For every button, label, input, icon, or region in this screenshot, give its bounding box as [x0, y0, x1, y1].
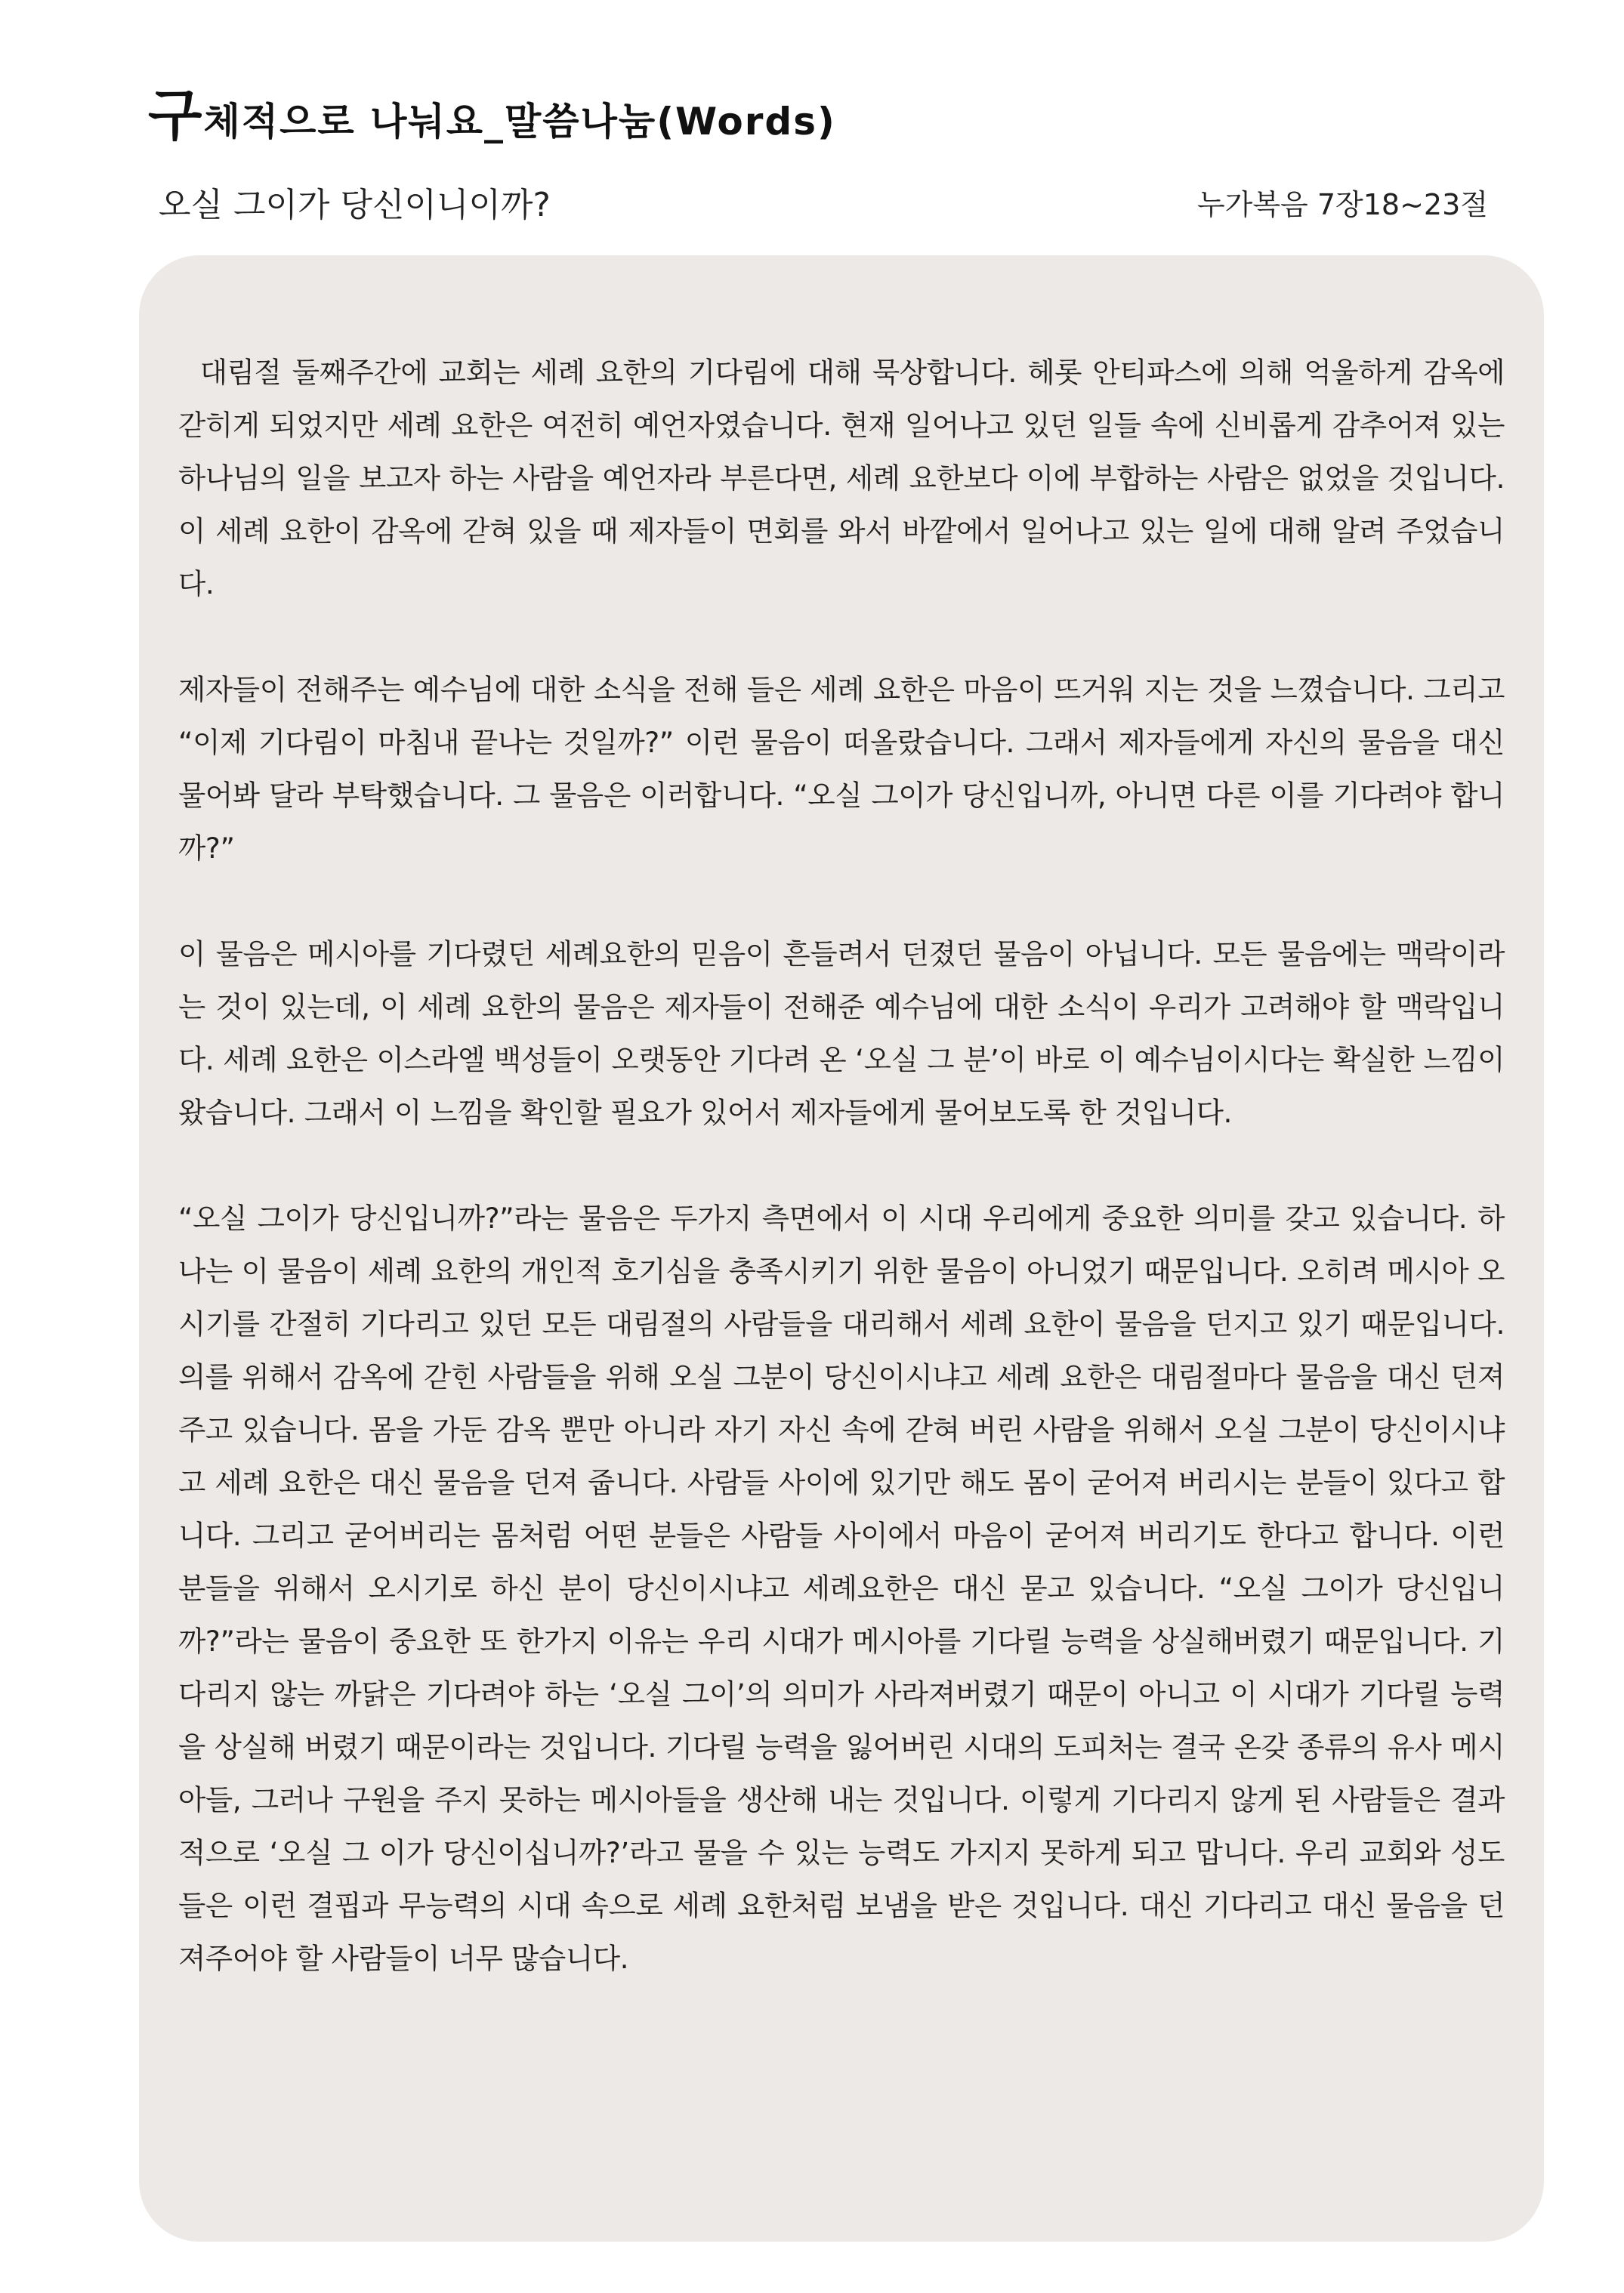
section-title-initial: 구: [148, 83, 204, 148]
sub-header-row: [159, 175, 1488, 228]
scripture-reference: 누가복음 7장18~23절: [1196, 187, 1488, 221]
sermon-title: 오실 그이가 당신이니이까?: [159, 186, 551, 224]
paragraph-3: 이 물음은 메시아를 기다렸던 세례요한의 믿음이 흔들려서 던졌던 물음이 아닙니다. 모든 물음에는 맥락이라는 것이 있는데, 이 세례 요한의 물음은 제자들이 전해준 예수님에 대한 소식이 우리가 고려해야 할 맥락입니다. 세례 요한은 이스라엘 백성들이 오랫동안 기다려 온 ‘오실 그 분’이 바로 이 예수님이시다는 확실한 느낌이 왔습니다. 그래서 이 느낌을 확인할 필요가 있어서 제자들에게 물어보도록 한 것입니다.: [178, 937, 1505, 1129]
paragraph-1: 대림절 둘째주간에 교회는 세례 요한의 기다림에 대해 묵상합니다. 헤롯 안티파스에 의해 억울하게 감옥에 갇히게 되었지만 세례 요한은 여전히 예언자였습니다. 현재 일어나고 있던 일들 속에 신비롭게 감추어져 있는 하나님의 일을 보고자 하는 사람을 예언자라 부른다면, 세례 요한보다 이에 부합하는 사람은 없었을 것입니다. 이 세례 요한이 감옥에 갇혀 있을 때 제자들이 면회를 와서 바깥에서 일어나고 있는 일에 대해 알려 주었습니다.: [178, 356, 1514, 600]
section-title-text: 체적으로 나눠요_말씀나눔(Words): [203, 100, 836, 144]
section-title: [148, 83, 1508, 148]
content-box: [139, 255, 1544, 2242]
paragraph-2: 제자들이 전해주는 예수님에 대한 소식을 전해 들은 세례 요한은 마음이 뜨거워 지는 것을 느꼈습니다. 그리고 “이제 기다림이 마침내 끝나는 것일까?” 이런 물음이 떠올랐습니다. 그래서 제자들에게 자신의 물음을 대신 물어봐 달라 부탁했습니다. 그 물음은 이러합니다. “오실 그이가 당신입니까, 아니면 다른 이를 기다려야 합니까?”: [178, 673, 1505, 865]
paragraph-4: “오실 그이가 당신입니까?”라는 물음은 두가지 측면에서 이 시대 우리에게 중요한 의미를 갖고 있습니다. 하나는 이 물음이 세례 요한의 개인적 호기심을 충족시키기 위한 물음이 아니었기 때문입니다. 오히려 메시아 오시기를 간절히 기다리고 있던 모든 대림절의 사람들을 대리해서 세례 요한이 물음을 던지고 있기 때문입니다. 의를 위해서 감옥에 갇힌 사람들을 위해 오실 그분이 당신이시냐고 세례 요한은 대림절마다 물음을 대신 던져 주고 있습니다. 몸을 가둔 감옥 뿐만 아니라 자기 자신 속에 갇혀 버린 사람을 위해서 오실 그분이 당신이시냐고 세례 요한은 대신 물음을 던져 줍니다. 사람들 사이에 있기만 해도 몸이 굳어져 버리시는 분들이 있다고 합니다. 그리고 굳어버리는 몸처럼 어떤 분들은 사람들 사이에서 마음이 굳어져 버리기도 한다고 합니다. 이런 분들을 위해서 오시기로 하신 분이 당신이시냐고 세례요한은 대신 묻고 있습니다. “오실 그이가 당신입니까?”라는 물음이 중요한 또 한가지 이유는 우리 시대가 메시아를 기다릴 능력을 상실해버렸기 때문입니다. 기다리지 않는 까닭은 기다려야 하는 ‘오실 그이’의 의미가 사라져버렸기 때문이 아니고 이 시대가 기다릴 능력을 상실해 버렸기 때문이라는 것입니다. 기다릴 능력을 잃어버린 시대의 도피처는 결국 온갖 종류의 유사 메시아들, 그러나 구원을 주지 못하는 메시아들을 생산해 내는 것입니다. 이렇게 기다리지 않게 된 사람들은 결과적으로 ‘오실 그 이가 당신이십니까?’라고 물을 수 있는 능력도 가지지 못하게 되고 맙니다. 우리 교회와 성도들은 이런 결핍과 무능력의 시대 속으로 세례 요한처럼 보냄을 받은 것입니다. 대신 기다리고 대신 물음을 던져주어야 할 사람들이 너무 많습니다.: [178, 1202, 1505, 1975]
page-header: [148, 83, 1508, 148]
